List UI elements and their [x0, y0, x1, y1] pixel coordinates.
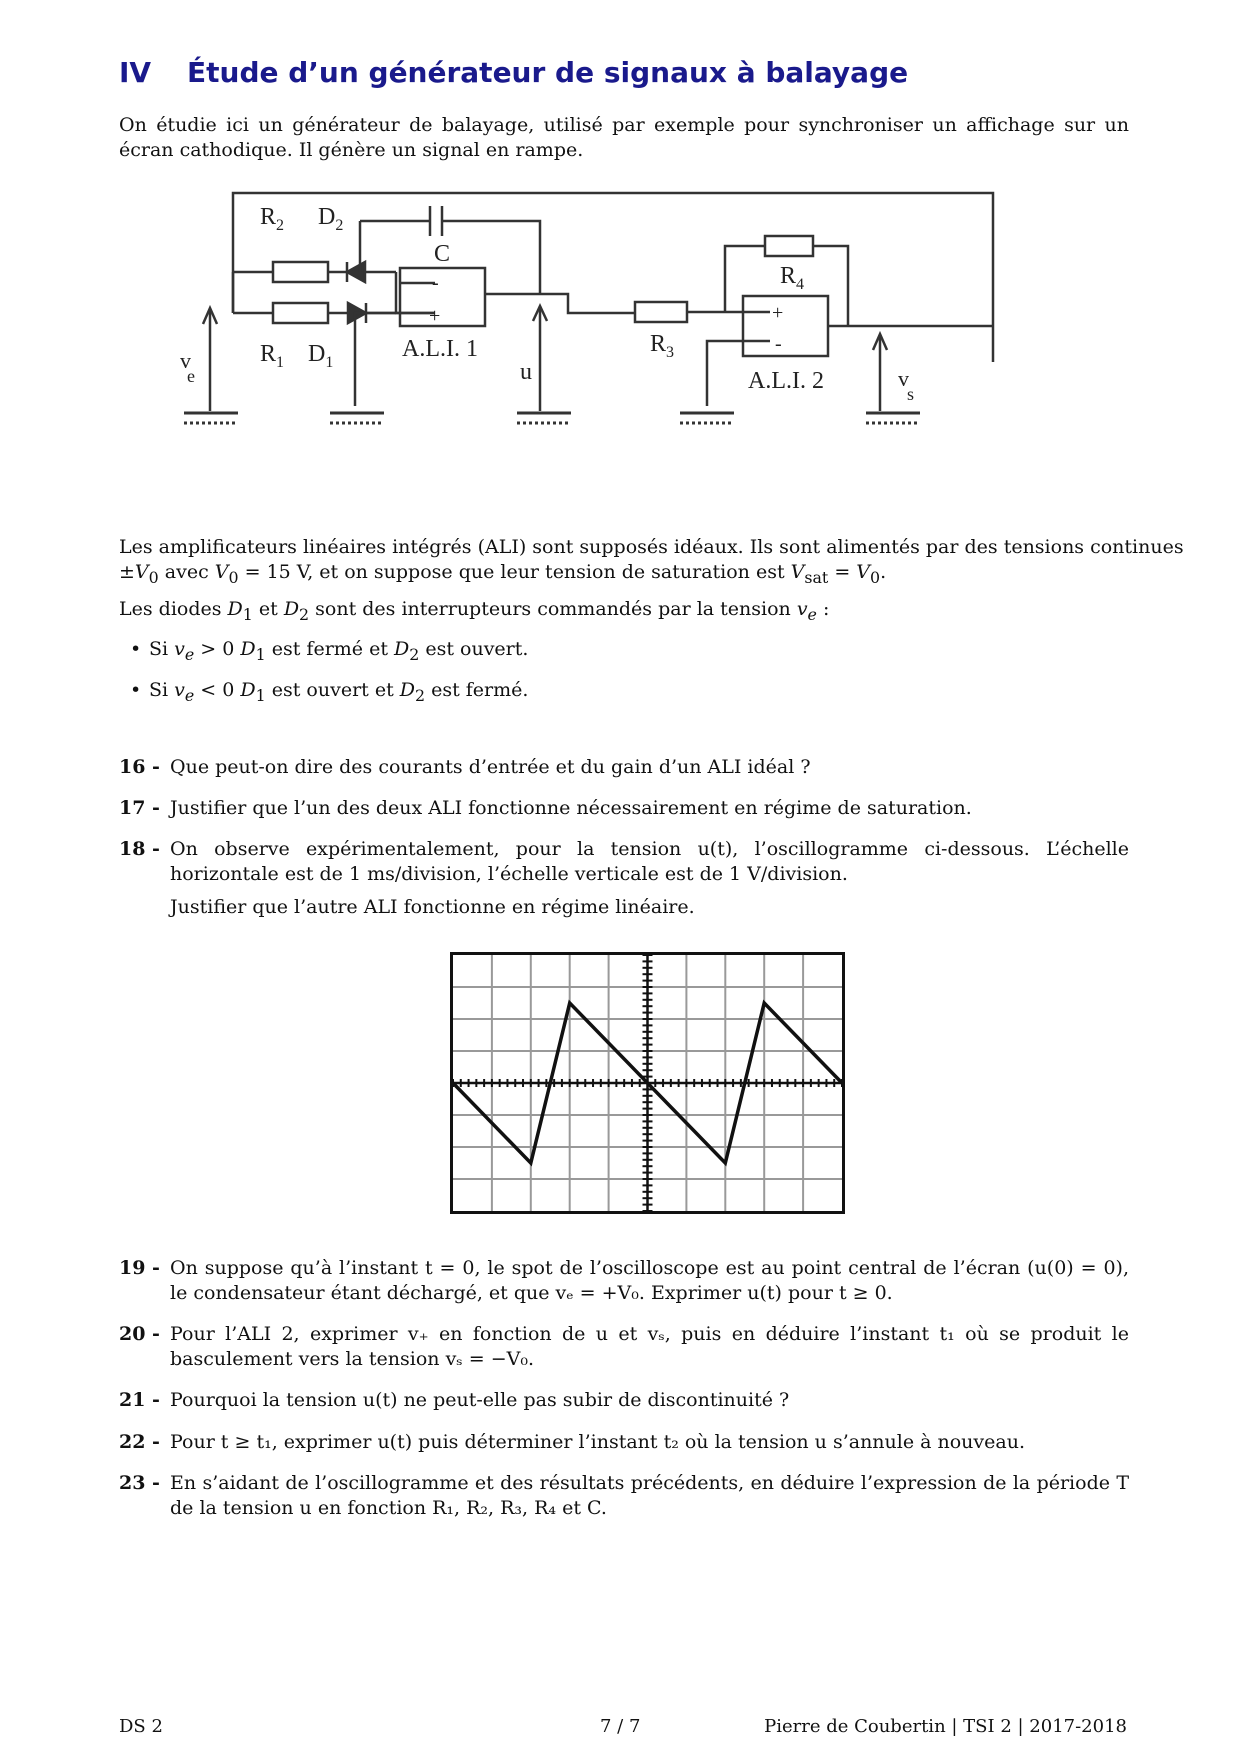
wire [725, 246, 765, 312]
resistor-r3 [635, 302, 687, 322]
label-u: u [520, 359, 532, 385]
ali1-box [400, 268, 485, 326]
question-number: 16 - [119, 756, 160, 778]
label-d1: $D_1$ [308, 341, 334, 371]
resistor-r4 [765, 236, 813, 256]
label-ali1-plus: + [429, 305, 441, 327]
ali-paragraph-line1: Les amplificateurs linéaires intégrés (ALI) sont supposés idéaux. Ils sont alimentés par des tensions continues [119, 536, 1184, 558]
label-r3: $R_3$ [650, 331, 675, 361]
intro-paragraph: On étudie ici un générateur de balayage, utilisé par exemple pour synchroniser un affichage sur un écran cathodique. Il génère un signal en rampe. [119, 114, 1129, 161]
section-heading: Étude d’un générateur de signaux à balayage [187, 56, 909, 89]
question-number: 18 - [119, 838, 160, 860]
question-16 [119, 755, 1129, 780]
circuit-diagram [180, 186, 1050, 498]
question-text: Que peut-on dire des courants d’entrée et du gain d’un ALI idéal ? [170, 756, 811, 778]
question-number: 19 - [119, 1257, 160, 1279]
question-text: Pour l’ALI 2, exprimer v₊ en fonction de u et vₛ, puis en déduire l’instant t₁ où se produit le basculement vers la tension vₛ = −V₀. [170, 1323, 1129, 1370]
resistor-r1 [273, 303, 328, 323]
diode-d2 [347, 262, 365, 282]
label-ali2-plus: + [772, 302, 784, 324]
wire [442, 221, 540, 294]
label-vs: v s [898, 366, 915, 404]
resistor-r2 [273, 262, 328, 282]
oscillogram-chart [450, 952, 845, 1214]
label-ali1: A.L.I. 1 [402, 336, 478, 362]
ground-symbols [184, 413, 920, 423]
question-text-2: Justifier que l’autre ALI fonctionne en régime linéaire. [170, 896, 695, 918]
label-d2: $D_2$ [318, 204, 344, 234]
label-ali2-minus: - [775, 333, 782, 355]
bullet-ve-positive: • Si $v_e > 0$ $D_1$ est fermé et $D_2$ est ouvert. [149, 638, 528, 664]
question-21 [119, 1388, 1129, 1413]
bullet-ve-negative: • Si $v_e < 0$ $D_1$ est ouvert et $D_2$ est fermé. [149, 679, 528, 705]
question-18 [119, 837, 1129, 920]
question-number: 22 - [119, 1431, 160, 1453]
footer-right: Pierre de Coubertin | TSI 2 | 2017-2018 [764, 1716, 1127, 1737]
ali1-output-wire [485, 294, 635, 313]
question-text: On observe expérimentalement, pour la tension u(t), l’oscillogramme ci-dessous. L’échelle horizontale est de 1 ms/division, l’échelle verticale est de 1 V/division. [170, 838, 1129, 885]
question-20 [119, 1322, 1129, 1372]
ali1-ground-wire [355, 313, 400, 406]
diodes-paragraph: Les diodes $D_1$ et $D_2$ sont des interrupteurs commandés par la tension $v_e$ : [119, 598, 830, 624]
section-number: IV [119, 56, 152, 89]
ali2-box [743, 296, 828, 356]
label-r4: $R_4$ [780, 263, 805, 293]
question-text: Pourquoi la tension u(t) ne peut-elle pas subir de discontinuité ? [170, 1389, 790, 1411]
wire [813, 246, 848, 326]
ali-paragraph-line2: $\pm V_0$ avec $V_0 = 15$ V, et on suppose que leur tension de saturation est $V_{sat} = V_0$. [119, 561, 887, 587]
section-title [119, 56, 908, 89]
question-text: Pour t ≥ t₁, exprimer u(t) puis déterminer l’instant t₂ où la tension u s’annule à nouveau. [170, 1431, 1025, 1453]
question-text: En s’aidant de l’oscillogramme et des résultats précédents, en déduire l’expression de la période T de la tension u en fonction R₁, R₂, R₃, R₄ et C. [170, 1472, 1129, 1519]
label-ali2: A.L.I. 2 [748, 368, 824, 394]
question-23 [119, 1471, 1129, 1521]
question-17 [119, 796, 1129, 821]
footer-page-number: 7 / 7 [600, 1716, 641, 1737]
question-number: 21 - [119, 1389, 160, 1411]
question-text: Justifier que l’un des deux ALI fonctionne nécessairement en régime de saturation. [170, 797, 972, 819]
label-ali1-minus: - [432, 272, 439, 294]
question-19 [119, 1256, 1129, 1306]
question-number: 17 - [119, 797, 160, 819]
question-22 [119, 1430, 1129, 1455]
question-number: 20 - [119, 1323, 160, 1345]
label-c: C [434, 241, 451, 267]
label-r2: $R_2$ [260, 204, 285, 234]
question-text: On suppose qu’à l’instant t = 0, le spot de l’oscilloscope est au point central de l’écran (u(0) = 0), le condensateur étant déchargé, et que vₑ = +V₀. Exprimer u(t) pour t ≥ 0. [170, 1257, 1129, 1304]
question-number: 23 - [119, 1472, 160, 1494]
footer-left: DS 2 [119, 1716, 163, 1737]
label-r1: $R_1$ [260, 341, 285, 371]
label-ve: v e [180, 348, 195, 386]
